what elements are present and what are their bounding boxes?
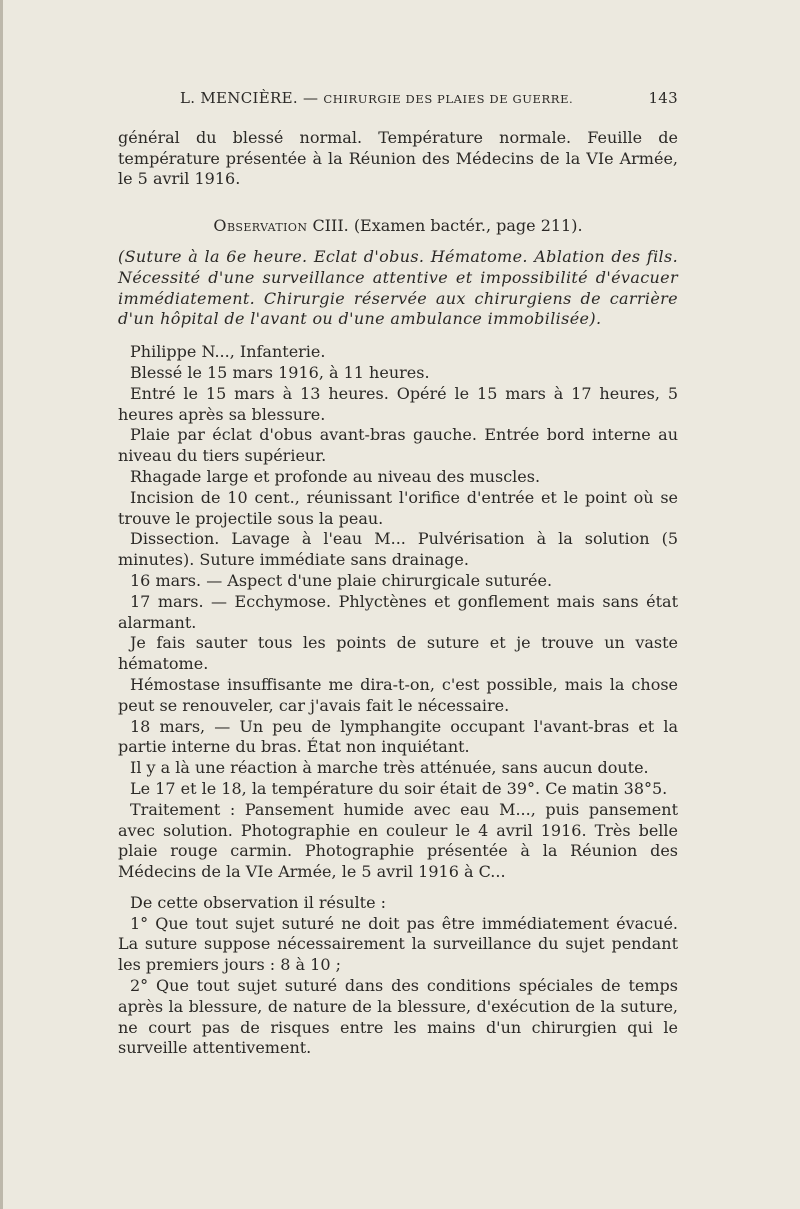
running-head-author: L. MENCIÈRE. —: [180, 89, 319, 107]
text-block: [118, 88, 678, 1059]
running-head: [118, 88, 678, 110]
paragraph: Hémostase insuffisante me dira-t-on, c'est possible, mais la chose peut se renouveler, car j'avais fait le nécessaire.: [118, 674, 678, 715]
conclusion-intro: De cette observation il résulte :: [130, 892, 387, 912]
paragraph: Philippe N..., Infanterie.: [130, 342, 326, 362]
paragraph: Entré le 15 mars à 13 heures. Opéré le 15 mars à 17 heures, 5 heures après sa blessure.: [118, 383, 678, 424]
intro-paragraph: général du blessé normal. Température normale. Feuille de température présentée à la Réunion des Médecins de la VIe Armée, le 5 avril 1916.: [118, 127, 678, 189]
running-head-title: [180, 88, 573, 110]
paragraph: Je fais sauter tous les points de suture et je trouve un vaste hématome.: [118, 633, 678, 674]
paragraph: Plaie par éclat d'obus avant-bras gauche. Entrée bord interne au niveau du tiers supérieur.: [118, 425, 678, 466]
observation-summary: (Suture à la 6e heure. Eclat d'obus. Hématome. Ablation des fils. Nécessité d'une surveillance attentive et impossibilité d'évacuer immédiatement. Chirurgie réservée aux chirurgiens de carrière d'un hôpital de l'avant ou d'une ambulance immobilisée).: [118, 246, 678, 329]
paragraph: Rhagade large et profonde au niveau des muscles.: [130, 466, 541, 486]
paragraph: 16 mars. — Aspect d'une plaie chirurgicale suturée.: [130, 570, 553, 590]
conclusion-item: 1° Que tout sujet suturé ne doit pas être immédiatement évacué. La suture suppose nécessairement la surveillance du sujet pendant les premiers jours : 8 à 10 ;: [118, 913, 678, 975]
paragraph: 17 mars. — Ecchymose. Phlyctènes et gonflement mais sans état alarmant.: [118, 591, 678, 632]
observation-body: [118, 342, 678, 883]
paragraph: Blessé le 15 mars 1916, à 11 heures.: [130, 362, 430, 382]
paragraph: Il y a là une réaction à marche très atténuée, sans aucun doute.: [130, 758, 649, 778]
paragraph: 18 mars, — Un peu de lymphangite occupant l'avant-bras et la partie interne du bras. État non inquiétant.: [118, 716, 678, 757]
observation-heading: [118, 216, 678, 237]
observation-label: Observation: [213, 216, 308, 236]
conclusion-item: 2° Que tout sujet suturé dans des conditions spéciales de temps après la blessure, de nature de la blessure, d'exécution de la suture, ne court pas de risques entre les mains d'un chirurgien qui le surveille attentivement.: [118, 976, 678, 1058]
paragraph: Le 17 et le 18, la température du soir était de 39°. Ce matin 38°5.: [130, 778, 668, 798]
paragraph: Incision de 10 cent., réunissant l'orifice d'entrée et le point où se trouve le projectile sous la peau.: [118, 487, 678, 528]
paragraph: Dissection. Lavage à l'eau M... Pulvérisation à la solution (5 minutes). Suture immédiate sans drainage.: [118, 529, 678, 570]
paragraph: Traitement : Pansement humide avec eau M..., puis pansement avec solution. Photographie en couleur le 4 avril 1916. Très belle plaie rouge carmin. Photographie présentée à la Réunion des Médecins de la VIe Armée, le 5 avril 1916 à C...: [118, 799, 678, 882]
page-number: 143: [648, 89, 678, 107]
page-edge: [0, 0, 3, 1209]
running-head-subject: CHIRURGIE DES PLAIES DE GUERRE.: [323, 92, 574, 106]
observation-number: CIII. (Examen bactér., page 211).: [312, 216, 583, 236]
